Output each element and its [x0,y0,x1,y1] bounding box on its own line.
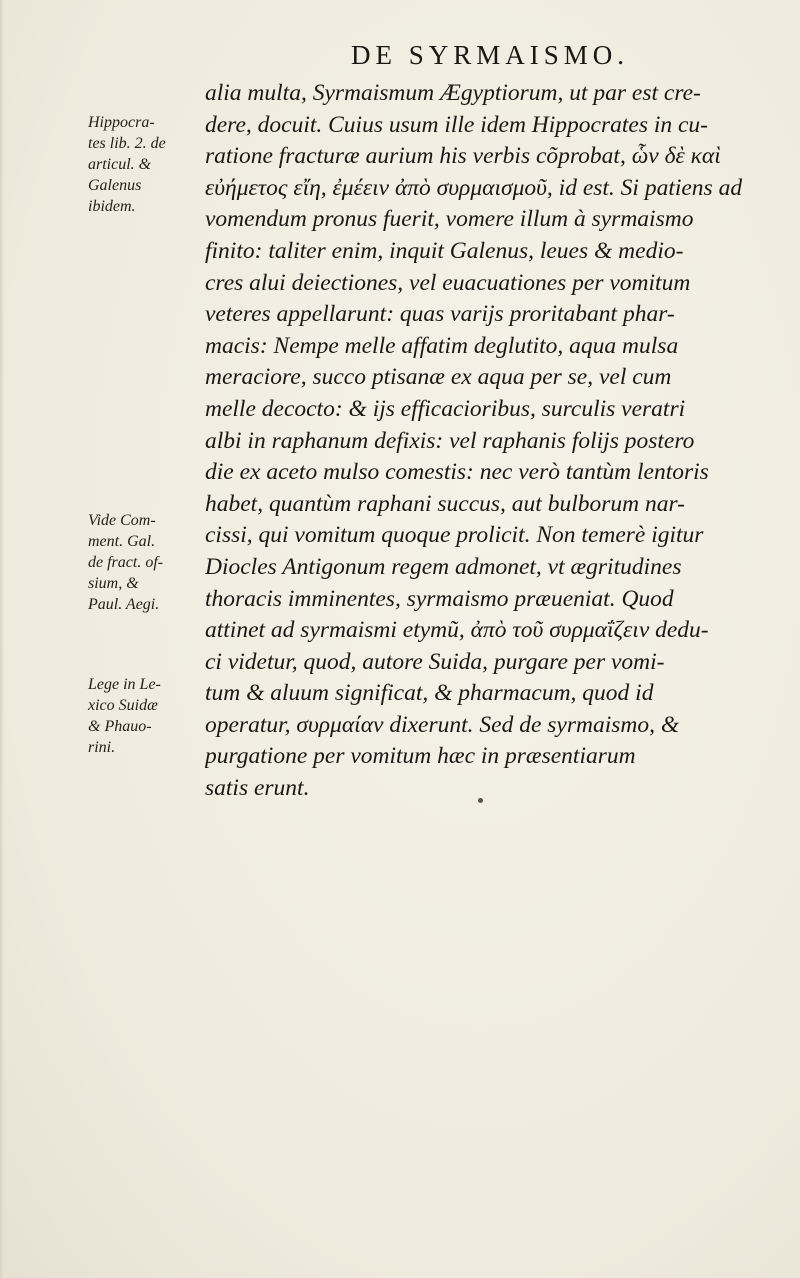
margin-note-line: tes lib. 2. de [88,135,166,152]
body-line: habet, quantùm raphani succus, aut bulborum nar- [205,490,685,517]
body-line: melle decocto: & ijs efficacioribus, surculis veratri [205,395,686,422]
margin-note-line: Vide Com- [88,512,156,529]
body-line: operatur, συρμαίαν dixerunt. Sed de syrmaismo, & [205,711,680,738]
margin-note-line: & Phauo- [88,718,152,735]
body-line: purgatione per vomitum hæc in præsentiarum [205,743,636,770]
body-line: ci videtur, quod, autore Suida, purgare per vomi- [205,648,665,675]
body-line: vomendum pronus fuerit, vomere illum à syrmaismo [205,206,694,233]
body-line: satis erunt. [205,775,310,802]
body-line: cres alui deiectiones, vel euacuationes per vomitum [205,269,691,296]
body-line: die ex aceto mulso comestis: nec verò tantùm lentoris [205,459,709,486]
margin-note-hippocrates [88,112,213,217]
margin-note-line: de fract. of- [88,554,164,571]
body-line: εὐήμετος εἴη, ἐμέειν ἀπὸ συρμαισμοῦ, id est. Si patiens ad [205,174,743,201]
margin-note-line: ment. Gal. [88,533,156,550]
page-edge-shadow [0,0,4,1278]
body-line: ratione fracturæ aurium his verbis cõprobat, ὧν δὲ καὶ [205,143,721,170]
margin-note-line: Paul. Aegi. [88,596,160,613]
margin-note-line: ibidem. [88,198,136,215]
body-text [205,78,785,805]
body-line: attinet ad syrmaismi etymũ, ἀπὸ τοῦ συρμαΐζειν dedu- [205,617,709,644]
margin-note-line: xico Suidæ [88,697,158,714]
body-line: dere, docuit. Cuius usum ille idem Hippocrates in cu- [205,111,709,138]
body-line: alia multa, Syrmaismum Ægyptiorum, ut par est cre- [205,80,701,106]
body-line: thoracis imminentes, syrmaismo præueniat. Quod [205,585,674,612]
margin-note-lege-suidae [88,674,213,758]
margin-note-line: rini. [88,739,116,756]
body-line: tum & aluum significat, & pharmacum, quod id [205,680,654,707]
body-line: veteres appellarunt: quas varijs proritabant phar- [205,301,675,328]
ink-dot [478,798,483,803]
margin-note-line: Hippocra- [88,114,155,131]
running-head: DE SYRMAISMO. [350,40,630,70]
margin-note-line: Lege in Le- [88,676,161,693]
body-line: albi in raphanum defixis: vel raphanis folijs postero [205,427,695,454]
margin-note-vide-comment [88,510,213,615]
body-line: cissi, qui vomitum quoque prolicit. Non temerè igitur [205,522,704,549]
margin-note-line: Galenus [88,177,142,194]
body-line: Diocles Antigonum regem admonet, vt ægritudines [205,553,682,580]
body-line: macis: Nempe melle affatim deglutito, aqua mulsa [205,332,679,359]
margin-note-line: sium, & [88,575,139,592]
body-line: finito: taliter enim, inquit Galenus, leues & medio- [205,237,684,264]
body-line: meraciore, succo ptisanæ ex aqua per se, vel cum [205,364,672,391]
margin-note-line: articul. & [88,156,152,173]
